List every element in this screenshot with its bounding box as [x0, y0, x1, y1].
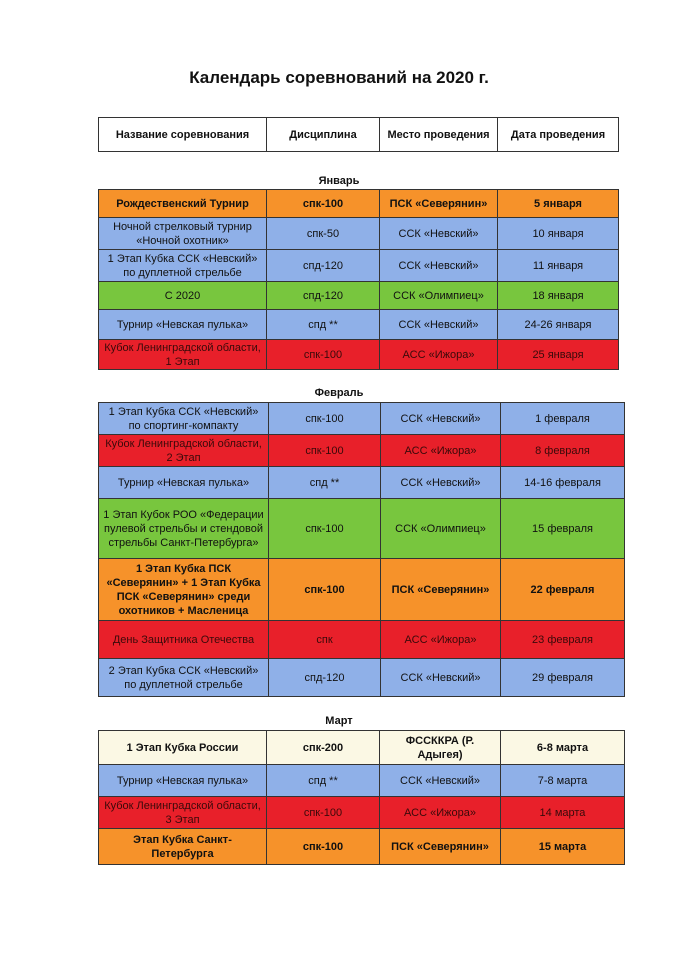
march-table	[98, 730, 625, 865]
cell-venue: АСС «Ижора»	[380, 340, 498, 370]
header-date: Дата проведения	[498, 118, 619, 152]
table-row	[99, 340, 619, 370]
cell-date: 7-8 марта	[501, 765, 625, 797]
table-row	[99, 190, 619, 218]
cell-discipline: спд **	[269, 467, 381, 499]
cell-venue: ССК «Невский»	[381, 659, 501, 697]
cell-venue: ССК «Невский»	[380, 310, 498, 340]
cell-date: 15 февраля	[501, 499, 625, 559]
cell-discipline: спк-100	[267, 340, 380, 370]
table-row	[99, 659, 625, 697]
cell-discipline: спк-100	[267, 190, 380, 218]
table-row	[99, 621, 625, 659]
header-discipline: Дисциплина	[267, 118, 380, 152]
cell-discipline: спк	[269, 621, 381, 659]
table-row	[99, 435, 625, 467]
table-row	[99, 467, 625, 499]
cell-date: 23 февраля	[501, 621, 625, 659]
cell-name: 1 Этап Кубка ПСК «Северянин» + 1 Этап Кубка ПСК «Северянин» среди охотников + Масленица	[99, 559, 269, 621]
cell-venue: ПСК «Северянин»	[381, 559, 501, 621]
cell-name: Рождественский Турнир	[99, 190, 267, 218]
cell-venue: ССК «Олимпиец»	[381, 499, 501, 559]
cell-date: 14-16 февраля	[501, 467, 625, 499]
cell-name: Этап Кубка Санкт-Петербурга	[99, 829, 267, 865]
cell-date: 11 января	[498, 250, 619, 282]
cell-discipline: спд-120	[267, 282, 380, 310]
cell-venue: ССК «Невский»	[380, 250, 498, 282]
cell-name: 1 Этап Кубок РОО «Федерации пулевой стрельбы и стендовой стрельбы Санкт-Петербурга»	[99, 499, 269, 559]
cell-date: 15 марта	[501, 829, 625, 865]
table-row	[99, 797, 625, 829]
cell-name: Турнир «Невская пулька»	[99, 310, 267, 340]
cell-discipline: спд-120	[269, 659, 381, 697]
month-label-february: Февраль	[314, 387, 364, 399]
cell-date: 10 января	[498, 218, 619, 250]
cell-venue: ССК «Невский»	[380, 765, 501, 797]
table-row	[99, 731, 625, 765]
table-row	[99, 829, 625, 865]
table-row	[99, 250, 619, 282]
cell-name: 1 Этап Кубка ССК «Невский» по дуплетной стрельбе	[99, 250, 267, 282]
cell-discipline: спк-50	[267, 218, 380, 250]
table-row	[99, 499, 625, 559]
cell-name: Кубок Ленинградской области, 1 Этап	[99, 340, 267, 370]
cell-name: Турнир «Невская пулька»	[99, 765, 267, 797]
cell-venue: ФССККРА (Р. Адыгея)	[380, 731, 501, 765]
cell-venue: АСС «Ижора»	[380, 797, 501, 829]
cell-discipline: спд **	[267, 310, 380, 340]
cell-date: 22 февраля	[501, 559, 625, 621]
cell-date: 6-8 марта	[501, 731, 625, 765]
cell-venue: ССК «Невский»	[380, 218, 498, 250]
cell-name: 1 Этап Кубка России	[99, 731, 267, 765]
table-row	[99, 282, 619, 310]
cell-date: 14 марта	[501, 797, 625, 829]
cell-name: День Защитника Отечества	[99, 621, 269, 659]
table-row	[99, 218, 619, 250]
cell-name: С 2020	[99, 282, 267, 310]
cell-date: 8 февраля	[501, 435, 625, 467]
cell-name: 1 Этап Кубка ССК «Невский» по спортинг-компакту	[99, 403, 269, 435]
cell-date: 29 февраля	[501, 659, 625, 697]
cell-venue: АСС «Ижора»	[381, 435, 501, 467]
cell-discipline: спк-100	[269, 435, 381, 467]
cell-venue: ССК «Олимпиец»	[380, 282, 498, 310]
cell-venue: ССК «Невский»	[381, 403, 501, 435]
header-venue: Место проведения	[380, 118, 498, 152]
cell-discipline: спд **	[267, 765, 380, 797]
page-title: Календарь соревнований на 2020 г.	[189, 68, 489, 87]
cell-discipline: спк-200	[267, 731, 380, 765]
header-name: Название соревнования	[99, 118, 267, 152]
table-row	[99, 310, 619, 340]
january-table	[98, 189, 619, 370]
cell-discipline: спк-100	[267, 797, 380, 829]
cell-venue: ССК «Невский»	[381, 467, 501, 499]
header-table	[98, 117, 619, 152]
table-row	[99, 765, 625, 797]
cell-date: 5 января	[498, 190, 619, 218]
february-table	[98, 402, 625, 697]
cell-name: Кубок Ленинградской области, 2 Этап	[99, 435, 269, 467]
cell-date: 24-26 января	[498, 310, 619, 340]
table-row	[99, 559, 625, 621]
cell-date: 25 января	[498, 340, 619, 370]
cell-name: Турнир «Невская пулька»	[99, 467, 269, 499]
cell-name: Ночной стрелковый турнир «Ночной охотник»	[99, 218, 267, 250]
cell-discipline: спд-120	[267, 250, 380, 282]
cell-discipline: спк-100	[269, 499, 381, 559]
cell-name: Кубок Ленинградской области, 3 Этап	[99, 797, 267, 829]
table-row	[99, 403, 625, 435]
cell-venue: АСС «Ижора»	[381, 621, 501, 659]
cell-date: 18 января	[498, 282, 619, 310]
month-label-january: Январь	[318, 175, 360, 187]
month-label-march: Март	[325, 715, 353, 727]
cell-date: 1 февраля	[501, 403, 625, 435]
cell-discipline: спк-100	[269, 559, 381, 621]
cell-discipline: спк-100	[269, 403, 381, 435]
cell-venue: ПСК «Северянин»	[380, 190, 498, 218]
cell-venue: ПСК «Северянин»	[380, 829, 501, 865]
cell-name: 2 Этап Кубка ССК «Невский» по дуплетной стрельбе	[99, 659, 269, 697]
cell-discipline: спк-100	[267, 829, 380, 865]
